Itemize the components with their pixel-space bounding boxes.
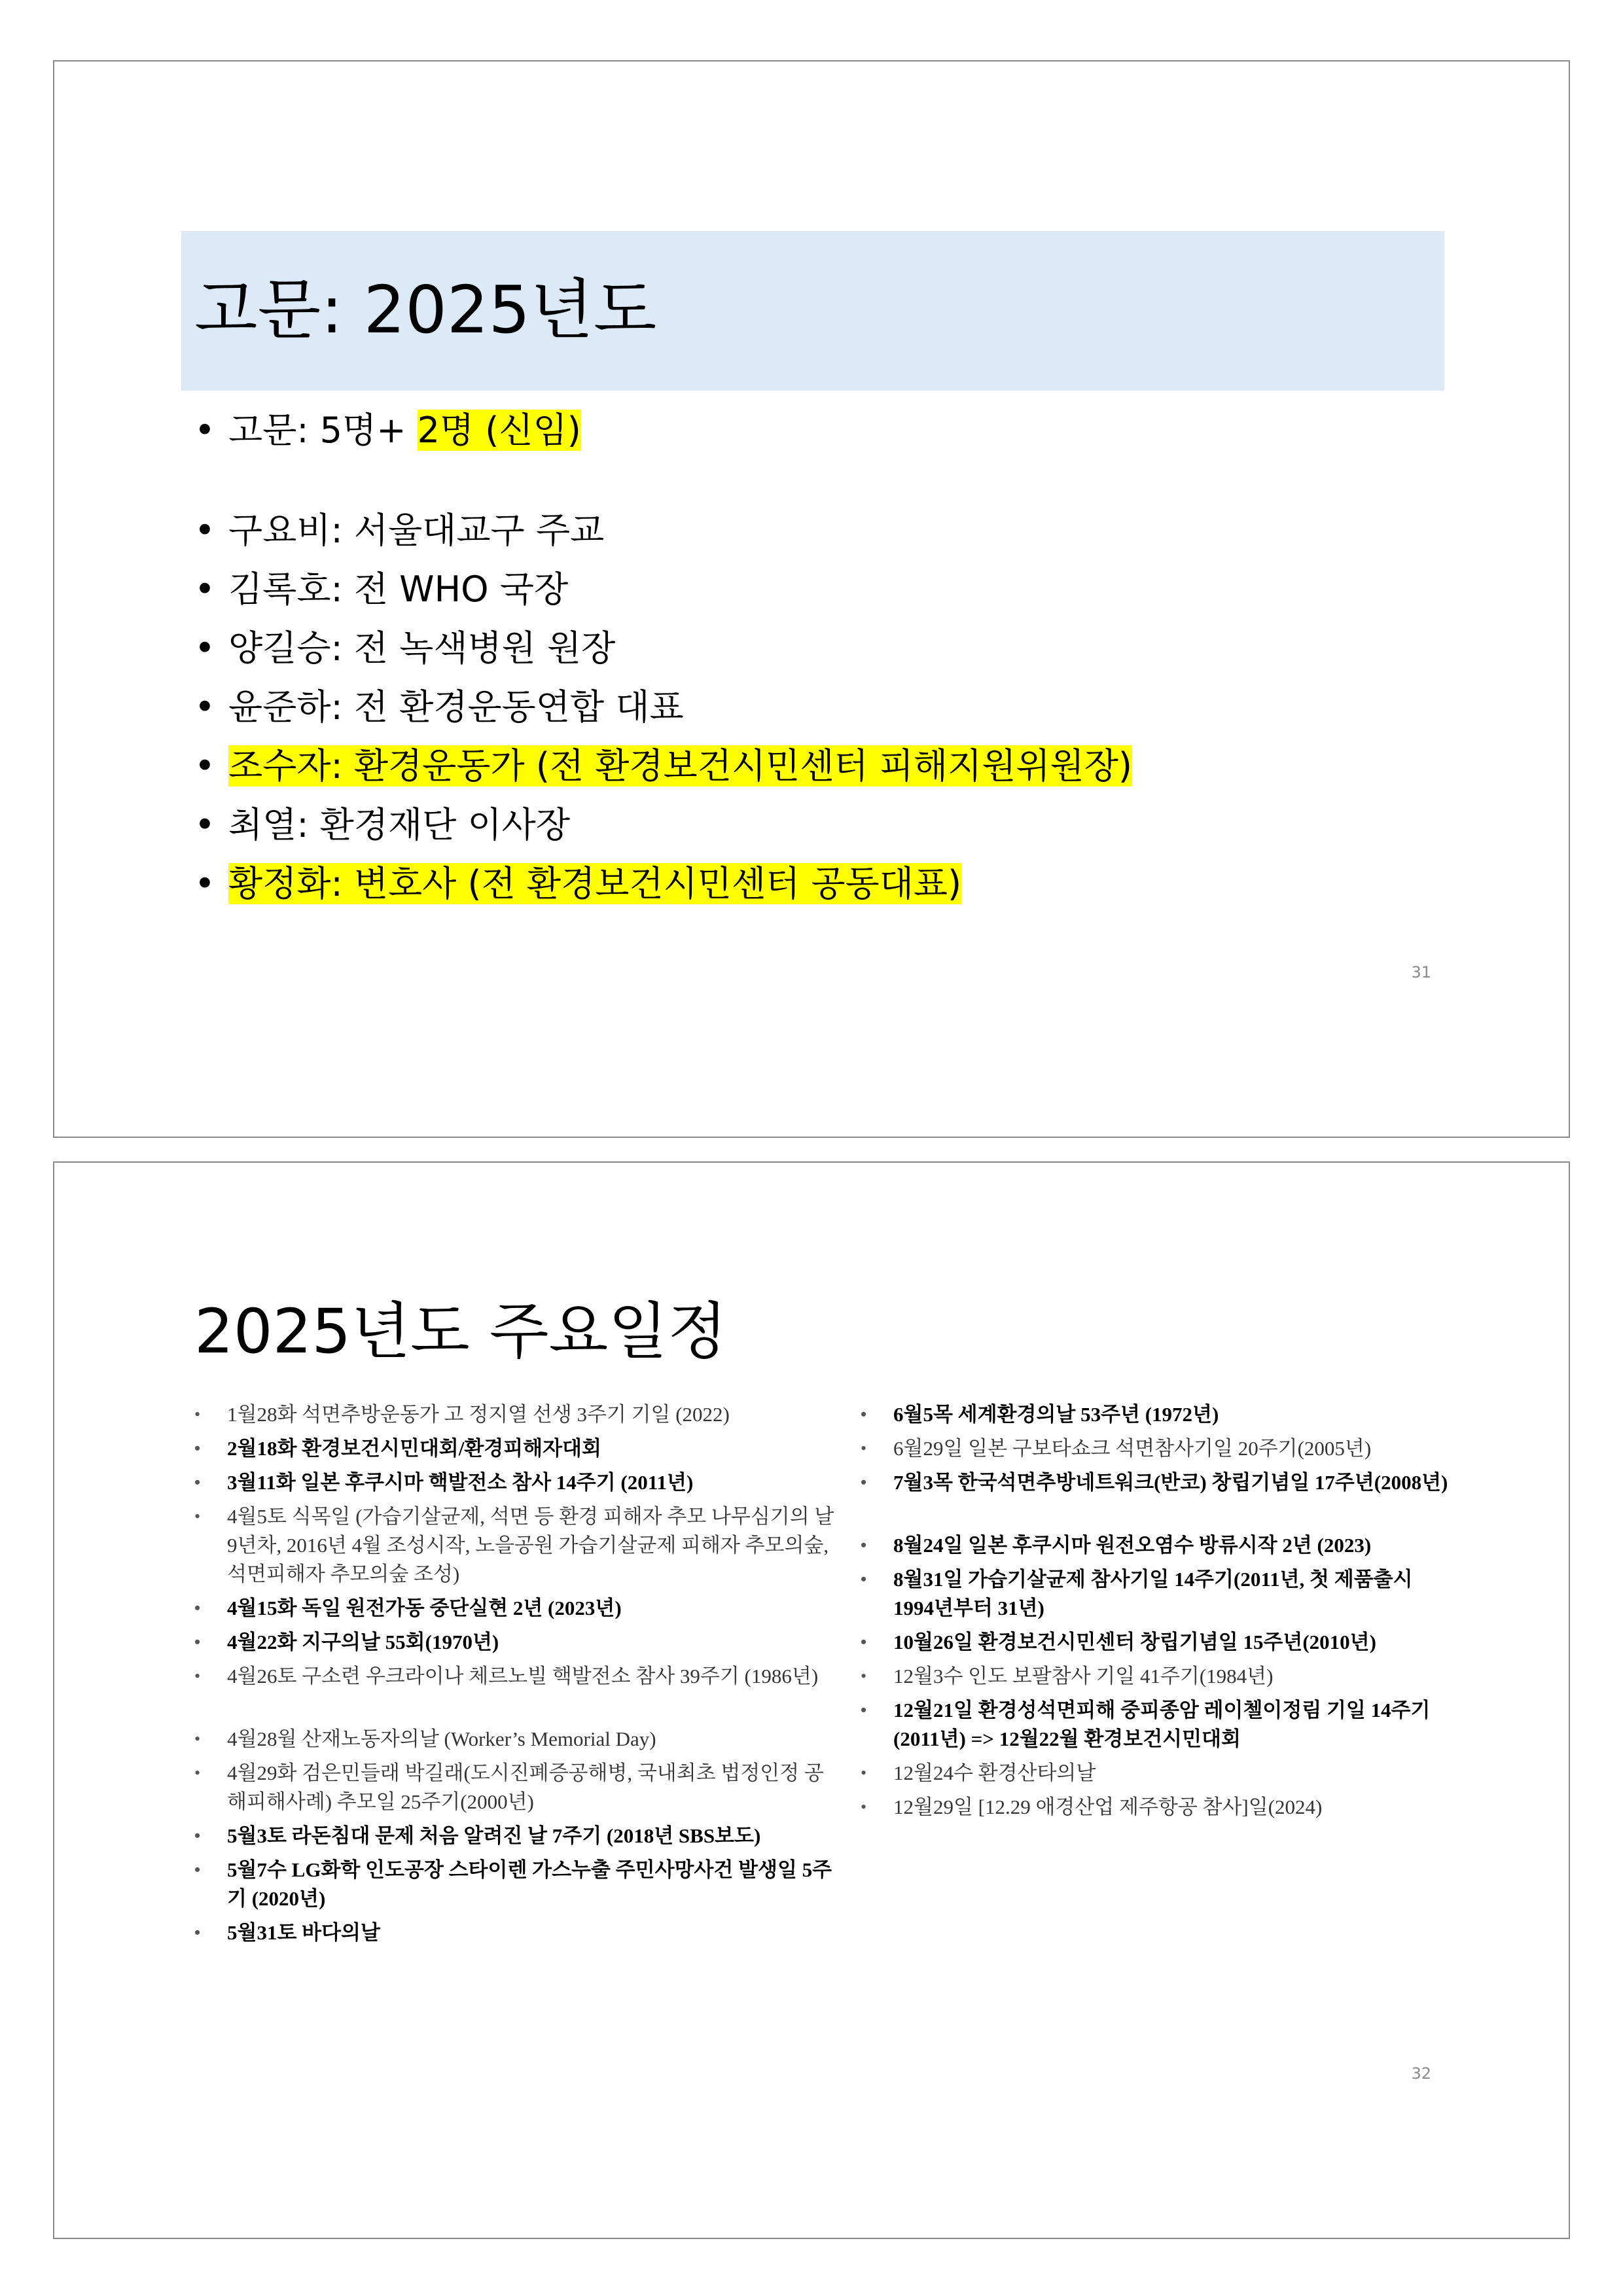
page-number: 32: [1411, 2064, 1431, 2083]
list-item: [861, 1793, 1450, 1822]
bullet-dot: •: [861, 1405, 867, 1424]
item-text: 4월5토 식목일 (가습기살균제, 석면 등 환경 피해자 추모 나무심기의 날 9년차, 2016년 4월 조성시작, 노을공원 가습기살균제 피해자 추모의숲, 석면피해자 추모의숲 조성): [227, 1505, 834, 1585]
list-item: [861, 1662, 1450, 1691]
bullet-dot: •: [194, 1439, 201, 1458]
item-text: 1월28화 석면추방운동가 고 정지열 선생 3주기 기일 (2022): [227, 1403, 730, 1426]
list-item: [194, 1400, 836, 1429]
list-item: [194, 507, 604, 554]
member-text-highlighted: 황정화: 변호사 (전 환경보건시민센터 공동대표): [228, 863, 962, 904]
bullet-dot: •: [194, 1729, 201, 1748]
bullet-dot: •: [194, 1923, 201, 1942]
bullet-dot: •: [194, 1633, 201, 1651]
bullet-dot: •: [194, 1405, 201, 1424]
list-item: [194, 1594, 836, 1623]
member-text-highlighted: 조수자: 환경운동가 (전 환경보건시민센터 피해지원위원장): [228, 745, 1132, 786]
list-item: [194, 1468, 836, 1497]
member-text: 최열: 환경재단 이사장: [228, 804, 570, 845]
bullet-intro: [194, 407, 581, 454]
member-text: 윤준하: 전 환경운동연합 대표: [228, 686, 684, 728]
list-item: [194, 1628, 836, 1657]
list-item: [861, 1434, 1450, 1463]
bullet-dot: •: [194, 1763, 201, 1782]
bullet-dot: •: [194, 410, 215, 451]
bullet-dot: •: [194, 1667, 201, 1686]
item-text: 5월7수 LG화학 인도공장 스타이렌 가스누출 주민사망사건 발생일 5주기 (2020년): [227, 1858, 832, 1910]
item-text: 4월29화 검은민들래 박길래(도시진폐증공해병, 국내최초 법정인정 공해피해사례) 추모일 25주기(2000년): [227, 1761, 824, 1813]
bullet-dot: •: [861, 1667, 867, 1686]
slide-31: [53, 60, 1570, 1138]
item-text: 10월26일 환경보건시민센터 창립기념일 15주년(2010년): [893, 1631, 1376, 1653]
list-item: [194, 1434, 836, 1463]
page-number: 31: [1411, 963, 1431, 981]
item-text: 12월29일 [12.29 애경산업 제주항공 참사]일(2024): [893, 1795, 1323, 1818]
bullet-dot: •: [194, 804, 215, 845]
bullet-dot: •: [194, 1473, 201, 1492]
item-text: 7월3목 한국석면추방네트워크(반코) 창립기념일 17주년(2008년): [893, 1471, 1448, 1494]
list-item: [194, 1502, 836, 1589]
member-text: 김록호: 전 WHO 국장: [228, 569, 569, 610]
item-text: 4월22화 지구의날 55회(1970년): [227, 1631, 499, 1653]
list-item: [861, 1696, 1450, 1754]
list-item: [194, 1822, 836, 1850]
intro-text: 고문: 5명+: [228, 410, 418, 451]
bullet-dot: •: [861, 1763, 867, 1782]
list-item: [861, 1628, 1450, 1657]
item-text: 5월31토 바다의날: [227, 1921, 380, 1944]
item-text: 8월24일 일본 후쿠시마 원전오염수 방류시작 2년 (2023): [893, 1534, 1372, 1557]
item-text: 3월11화 일본 후쿠시마 핵발전소 참사 14주기 (2011년): [227, 1471, 694, 1494]
item-text: 12월24수 환경산타의날: [893, 1761, 1096, 1784]
item-text: 12월21일 환경성석면피해 중피종암 레이첼이정림 기일 14주기 (2011년) => 12월22월 환경보건시민대회: [893, 1699, 1431, 1750]
list-item: [194, 1856, 836, 1913]
slide-title: 고문: 2025년도: [194, 272, 657, 348]
bullet-dot: •: [861, 1701, 867, 1720]
item-text: 6월29일 일본 구보타쇼크 석면참사기일 20주기(2005년): [893, 1437, 1372, 1460]
list-item: [861, 1565, 1450, 1623]
item-text: 5월3토 라돈침대 문제 처음 알려진 날 7주기 (2018년 SBS보도): [227, 1824, 761, 1847]
bullet-dot: •: [861, 1797, 867, 1816]
list-item: [861, 1468, 1450, 1497]
list-item: [194, 684, 684, 731]
list-item: [194, 802, 570, 849]
bullet-dot: •: [194, 510, 215, 551]
bullet-dot: •: [194, 686, 215, 728]
bullet-dot: •: [861, 1536, 867, 1555]
bullet-dot: •: [194, 569, 215, 610]
bullet-dot: •: [861, 1570, 867, 1589]
list-item: [861, 1759, 1450, 1788]
item-text: 2월18화 환경보건시민대회/환경피해자대회: [227, 1437, 601, 1460]
list-item: [861, 1531, 1450, 1560]
list-item: [194, 1918, 836, 1947]
bullet-dot: •: [861, 1633, 867, 1651]
list-item: [194, 743, 1132, 790]
slide-32: [53, 1161, 1570, 2239]
item-text: 12월3수 인도 보팔참사 기일 41주기(1984년): [893, 1665, 1274, 1687]
item-text: 4월15화 독일 원전가동 중단실현 2년 (2023년): [227, 1597, 622, 1619]
member-text: 양길승: 전 녹색병원 원장: [228, 627, 616, 669]
bullet-dot: •: [194, 863, 215, 904]
bullet-dot: •: [194, 1826, 201, 1845]
bullet-dot: •: [194, 1507, 201, 1526]
item-text: 4월26토 구소련 우크라이나 체르노빌 핵발전소 참사 39주기 (1986년): [227, 1665, 819, 1687]
list-item: [194, 1759, 836, 1816]
bullet-dot: •: [194, 745, 215, 786]
list-item: [194, 625, 615, 672]
list-item: [194, 1662, 836, 1691]
slide-title: 2025년도 주요일정: [194, 1296, 727, 1368]
bullet-dot: •: [861, 1473, 867, 1492]
list-item: [194, 566, 568, 613]
item-text: 4월28월 산재노동자의날 (Worker’s Memorial Day): [227, 1727, 656, 1750]
bullet-dot: •: [194, 1598, 201, 1617]
item-text: 8월31일 가습기살균제 참사기일 14주기(2011년, 첫 제품출시1994년부터 31년): [893, 1568, 1413, 1619]
bullet-dot: •: [194, 1860, 201, 1879]
member-text: 구요비: 서울대교구 주교: [228, 510, 605, 551]
item-text: 6월5목 세계환경의날 53주년 (1972년): [893, 1403, 1219, 1426]
list-item: [194, 860, 961, 908]
bullet-dot: •: [194, 627, 215, 669]
intro-highlight: 2명 (신임): [417, 410, 581, 451]
bullet-dot: •: [861, 1439, 867, 1458]
list-item: [194, 1725, 836, 1754]
list-item: [861, 1400, 1450, 1429]
